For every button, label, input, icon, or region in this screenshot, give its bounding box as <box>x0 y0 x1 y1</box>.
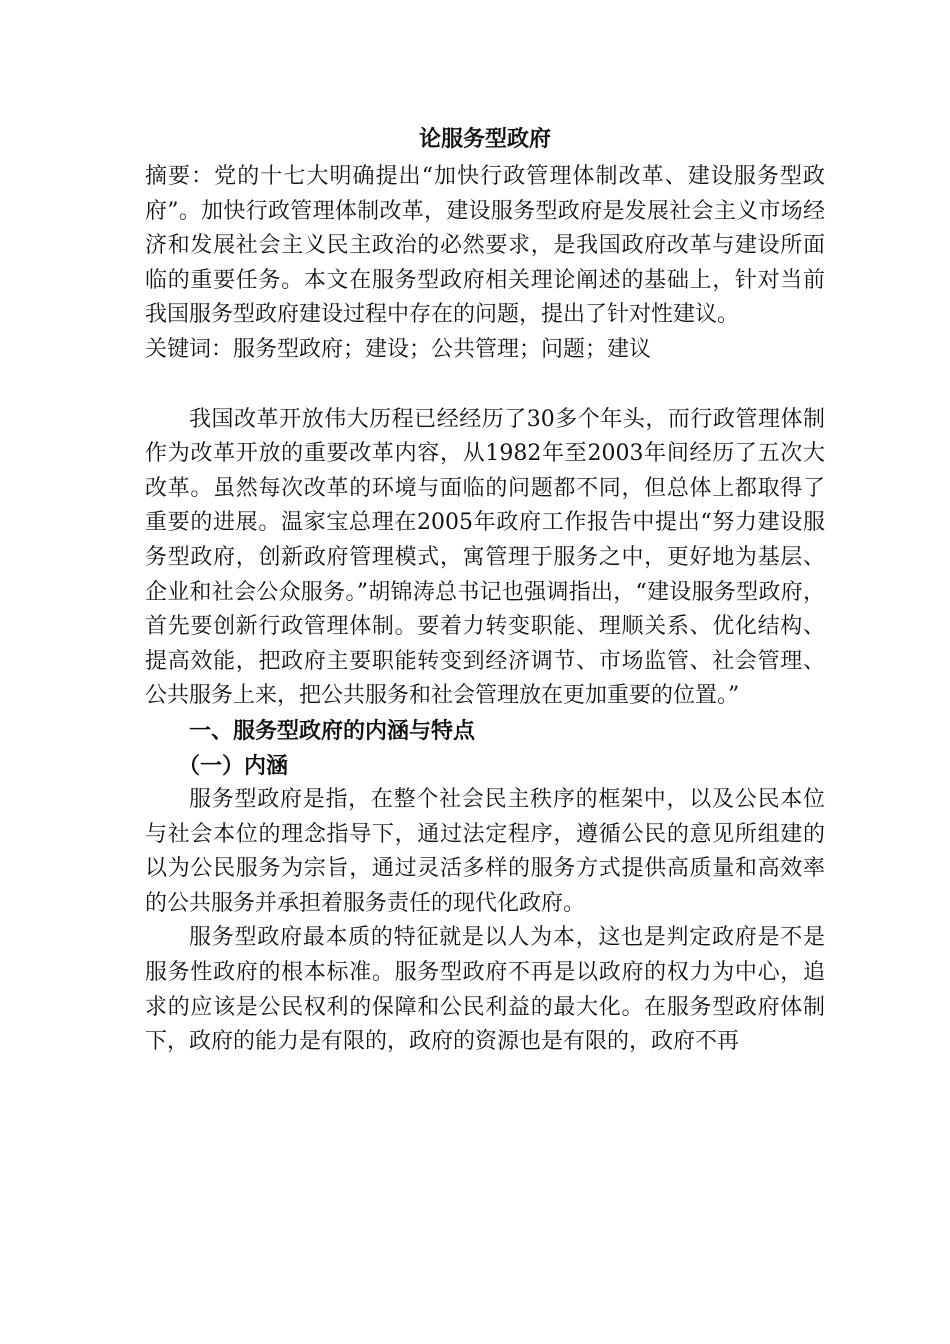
definition-paragraph: 服务型政府是指，在整个社会民主秩序的框架中，以及公民本位与社会本位的理念指导下，通过法定程序，遵循公民的意见所组建的以为公民服务为宗旨，通过灵活多样的服务方式提供高质量和高效率的公共服务并承担着服务责任的现代化政府。 <box>145 787 825 916</box>
intro-paragraph: 我国改革开放伟大历程已经经历了30多个年头，而行政管理体制作为改革开放的重要改革内容，从1982年至2003年间经历了五次大改革。虽然每次改革的环境与面临的问题都不同，但总体上都取得了重要的进展。温家宝总理在2005年政府工作报告中提出“努力建设服务型政府，创新政府管理模式，寓管理于服务之中，更好地为基层、企业和社会公众服务。”胡锦涛总书记也强调指出，“建设服务型政府，首先要创新行政管理体制。要着力转变职能、理顺关系、优化结构、提高效能，把政府主要职能转变到经济调节、市场监管、社会管理、公共服务上来，把公共服务和社会管理放在更加重要的位置。” <box>145 406 825 709</box>
document-title: 论服务型政府 <box>418 126 551 152</box>
section-heading: 一、服务型政府的内涵与特点 <box>189 717 476 744</box>
document-page <box>145 118 825 1060</box>
abstract-paragraph: 摘要：党的十七大明确提出“加快行政管理体制改革、建设服务型政府”。加快行政管理体制改革，建设服务型政府是发展社会主义市场经济和发展社会主义民主政治的必然要求，是我国政府改革与建设所面临的重要任务。本文在服务型政府相关理论阐述的基础上，针对当前我国服务型政府建设过程中存在的问题，提出了针对性建议。 <box>145 164 825 328</box>
keywords-line: 关键词：服务型政府；建设；公共管理；问题；建议 <box>145 336 652 362</box>
blank-line <box>145 368 825 403</box>
essence-paragraph: 服务型政府最本质的特征就是以人为本，这也是判定政府是不是服务性政府的根本标准。服务型政府不再是以政府的权力为中心，追求的应该是公民权利的保障和公民利益的最大化。在服务型政府体制下，政府的能力是有限的，政府的资源也是有限的，政府不再 <box>145 925 825 1055</box>
subsection-heading: （一）内涵 <box>178 752 289 779</box>
